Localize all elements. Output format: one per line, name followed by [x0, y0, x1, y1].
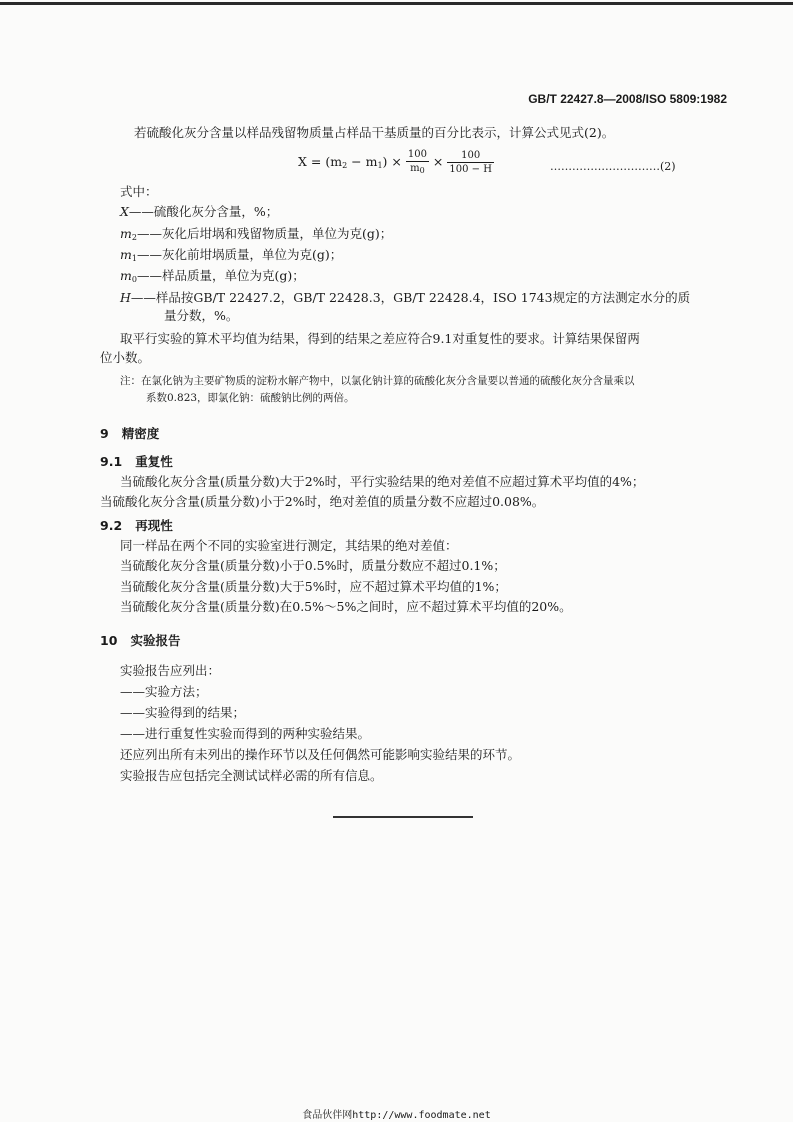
variable-definition: H——样品按GB/T 22427.2，GB/T 22428.3，GB/T 22428.4，ISO 1743规定的方法测定水分的质: [120, 290, 691, 305]
variable-definition: $m_2——$灰化后坩埚和残留物质量，单位为克(g)；: [120, 226, 393, 242]
paragraph: 还应列出所有未列出的操作环节以及任何偶然可能影响实验结果的环节。: [120, 747, 521, 762]
paragraph: 当硫酸化灰分含量(质量分数)小于2%时，绝对差值的质量分数不应超过0.08%。: [100, 494, 545, 509]
paragraph: 实验报告应列出：: [120, 663, 221, 678]
variable-definition: $m_0——$样品质量，单位为克(g)；: [120, 268, 305, 284]
end-of-document-rule: [333, 816, 473, 818]
variable-definition: $m_1——$灰化前坩埚质量，单位为克(g)；: [120, 247, 343, 263]
list-item: ——进行重复性实验而得到的两种实验结果。: [120, 726, 371, 741]
formula-number: …………………………(2): [550, 160, 676, 173]
paragraph: 当硫酸化灰分含量(质量分数)大于5%时，应不超过算术平均值的1%；: [120, 579, 507, 594]
section-9-1-heading: 9.1 重复性: [100, 454, 173, 469]
paragraph: 当硫酸化灰分含量(质量分数)大于2%时，平行实验结果的绝对差值不应超过算术平均值的4%；: [120, 474, 645, 489]
list-item: ——实验方法；: [120, 684, 208, 699]
note-cont: 系数0.823，即氯化钠：硫酸钠比例的两倍。: [146, 392, 355, 404]
section-9-heading: 9 精密度: [100, 426, 160, 441]
paragraph: 实验报告应包括完全测试试样必需的所有信息。: [120, 768, 383, 783]
section-10-heading: 10 实验报告: [100, 633, 181, 648]
formula-intro: 若硫酸化灰分含量以样品残留物质量占样品干基质量的百分比表示，计算公式见式(2)。: [134, 125, 615, 140]
variable-definition-continued: 量分数，%。: [164, 308, 239, 323]
variable-definition: X——硫酸化灰分含量，%；: [120, 204, 279, 219]
paragraph: 当硫酸化灰分含量(质量分数)小于0.5%时，质量分数应不超过0.1%；: [120, 558, 506, 573]
result-paragraph-cont: 位小数。: [100, 350, 151, 365]
fraction-100-over-100-minus-h: $\frac{100}{100 - H}$: [449, 150, 492, 175]
note: 注：在氯化钠为主要矿物质的淀粉水解产物中，以氯化钠计算的硫酸化灰分含量要以普通的硫酸化灰分含量乘以: [120, 375, 635, 387]
formula-2: $X = (m_2 - m_1)$ × $\frac{100}{m_0}$ × $\frac{100}{100 - H}$: [298, 149, 492, 175]
top-border: [0, 2, 793, 5]
result-paragraph: 取平行实验的算术平均值为结果，得到的结果之差应符合9.1对重复性的要求。计算结果保留两: [120, 331, 640, 346]
section-9-2-heading: 9.2 再现性: [100, 518, 173, 533]
paragraph: 当硫酸化灰分含量(质量分数)在0.5%～5%之间时，应不超过算术平均值的20%。: [120, 599, 572, 614]
fraction-100-over-m0: $\frac{100}{m_0}$: [407, 149, 427, 175]
where-label: 式中：: [120, 184, 158, 199]
list-item: ——实验得到的结果；: [120, 705, 246, 720]
standard-number: GB/T 22427.8—2008/ISO 5809:1982: [528, 92, 727, 106]
footer-watermark: 食品伙伴网http://www.foodmate.net: [302, 1110, 491, 1121]
paragraph: 同一样品在两个不同的实验室进行测定，其结果的绝对差值：: [120, 538, 458, 553]
